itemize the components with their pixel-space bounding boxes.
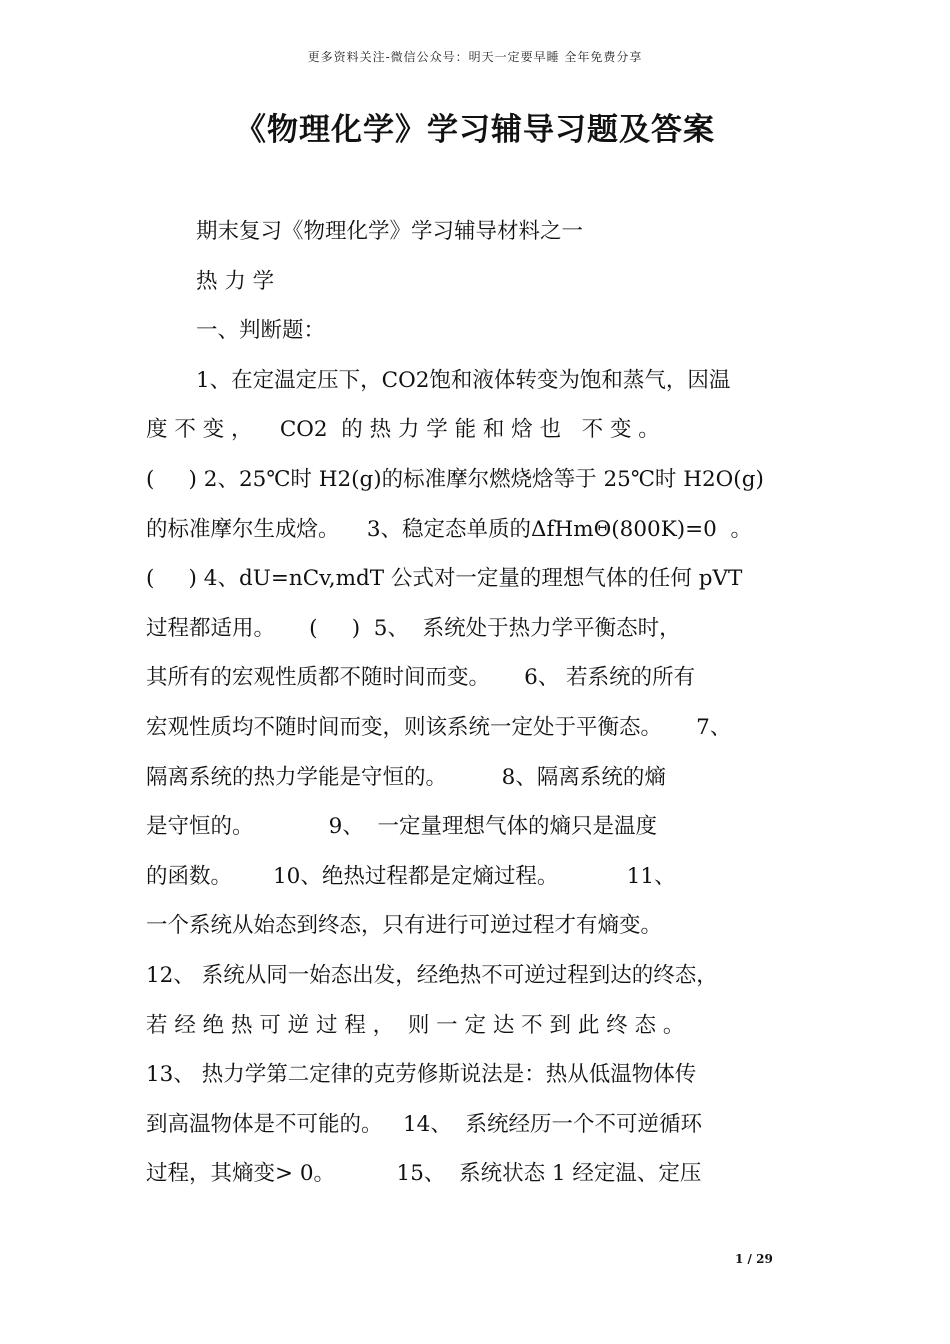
section-heading: 一、判断题： <box>196 318 326 344</box>
paragraph-line: 12、 系统从同一始态出发，经绝热不可逆过程到达的终态， <box>146 962 718 988</box>
paragraph-line: 若 经 绝 热 可 逆 过 程 ， 则 一 定 达 不 到 此 终 态 。 <box>146 1012 685 1038</box>
paragraph-line: 过程，其熵变> 0。 15、 系统状态 1 经定温、定压 <box>146 1161 702 1187</box>
paragraph-line: 的函数。 10、绝热过程都是定熵过程。 11、 <box>146 863 676 889</box>
paragraph-line: 隔离系统的热力学能是守恒的。 8、隔离系统的熵 <box>146 764 666 790</box>
paragraph-line: ( ) 4、dU=nCv,mdT 公式对一定量的理想气体的任何 pVT <box>146 566 743 592</box>
promo-header: 更多资料关注-微信公众号：明天一定要早睡 全年免费分享 <box>307 50 643 64</box>
paragraph-line: 1、在定温定压下，CO2饱和液体转变为饱和蒸气，因温 <box>196 367 731 393</box>
paragraph-line: ( ) 2、25℃时 H2(g)的标准摩尔燃烧焓等于 25℃时 H2O(g) <box>146 466 764 492</box>
paragraph-line: 一个系统从始态到终态，只有进行可逆过程才有熵变。 <box>146 913 663 939</box>
paragraph-line: 过程都适用。 ( ) 5、 系统处于热力学平衡态时， <box>146 615 681 641</box>
paragraph-line: 宏观性质均不随时间而变，则该系统一定处于平衡态。 7、 <box>146 714 732 740</box>
page-number: 1 / 29 <box>735 1252 773 1266</box>
paragraph-line: 度 不 变 ， CO2 的 热 力 学 能 和 焓 也 不 变 。 <box>146 417 660 443</box>
document-body <box>146 207 816 1199</box>
paragraph-line: 是守恒的。 9、 一定量理想气体的熵只是温度 <box>146 814 658 840</box>
paragraph-line: 其所有的宏观性质都不随时间而变。 6、 若系统的所有 <box>146 665 696 691</box>
paragraph-line: 到高温物体是不可能的。 14、 系统经历一个不可逆循环 <box>146 1111 703 1137</box>
chapter-heading: 热 力 学 <box>196 268 275 294</box>
document-title: 《物理化学》学习辅导习题及答案 <box>235 112 715 148</box>
paragraph-line: 的标准摩尔生成焓。 3、稳定态单质的ΔfHmΘ(800K)=0 。 <box>146 516 753 542</box>
paragraph-line: 13、 热力学第二定律的克劳修斯说法是：热从低温物体传 <box>146 1062 697 1088</box>
subtitle-line: 期末复习《物理化学》学习辅导材料之一 <box>196 219 584 244</box>
